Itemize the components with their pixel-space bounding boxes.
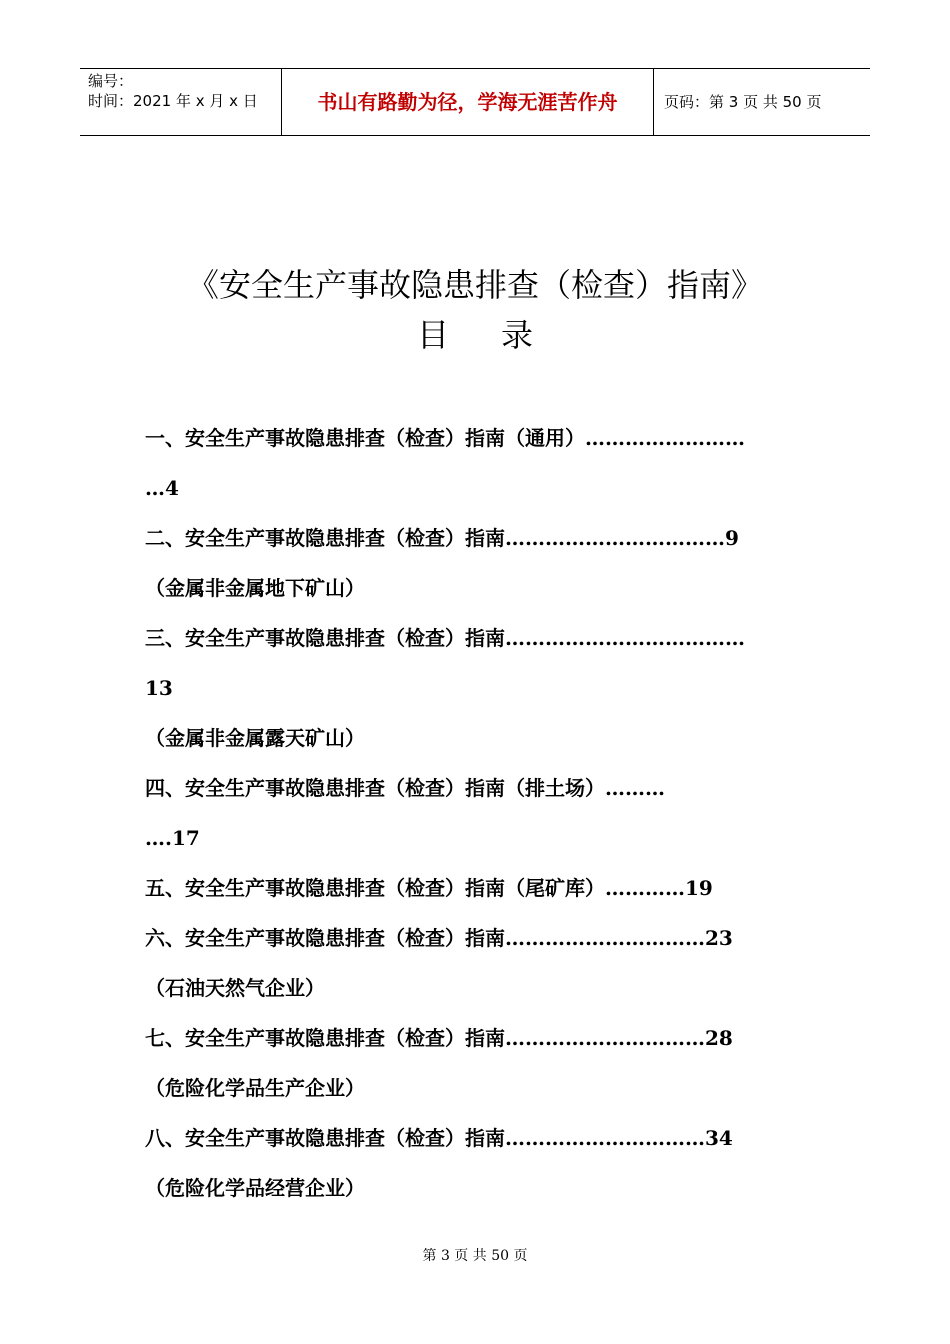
document-title: 《安全生产事故隐患排查（检查）指南》 <box>186 266 763 304</box>
toc-line: 四、安全生产事故隐患排查（检查）指南（排土场）……… <box>145 776 665 800</box>
toc-line: （石油天然气企业） <box>145 976 325 1000</box>
toc-line: （金属非金属露天矿山） <box>145 726 365 750</box>
toc-line: （金属非金属地下矿山） <box>145 576 365 600</box>
toc-line: （危险化学品经营企业） <box>145 1176 365 1200</box>
toc-line: （危险化学品生产企业） <box>145 1076 365 1100</box>
toc-line: 五、安全生产事故隐患排查（检查）指南（尾矿库）…………19 <box>145 876 713 900</box>
header-number-label: 编号： <box>88 72 134 90</box>
document-subtitle: 目录 <box>416 316 585 354</box>
toc-line: 13 <box>145 676 173 700</box>
toc-line: …4 <box>145 476 179 500</box>
toc-line: 一、安全生产事故隐患排查（检查）指南（通用）…………………… <box>145 426 745 450</box>
header-time-label: 时间：2021 年 x 月 x 日 <box>88 92 258 110</box>
toc-line: 八、安全生产事故隐患排查（检查）指南…………………………34 <box>145 1126 733 1150</box>
toc-line: 二、安全生产事故隐患排查（检查）指南……………………………9 <box>145 526 739 550</box>
header-meta <box>80 69 282 135</box>
toc-line: 七、安全生产事故隐患排查（检查）指南…………………………28 <box>145 1026 733 1050</box>
page-footer: 第 3 页 共 50 页 <box>422 1248 528 1264</box>
header-page-info: 页码：第 3 页 共 50 页 <box>664 93 822 111</box>
toc-line: 三、安全生产事故隐患排查（检查）指南……………………………… <box>145 626 745 650</box>
header-motto: 书山有路勤为径，学海无涯苦作舟 <box>282 69 654 135</box>
table-of-contents <box>145 418 810 1218</box>
page-header <box>80 68 870 136</box>
toc-line: 六、安全生产事故隐患排查（检查）指南…………………………23 <box>145 926 733 950</box>
toc-line: ….17 <box>145 826 200 850</box>
